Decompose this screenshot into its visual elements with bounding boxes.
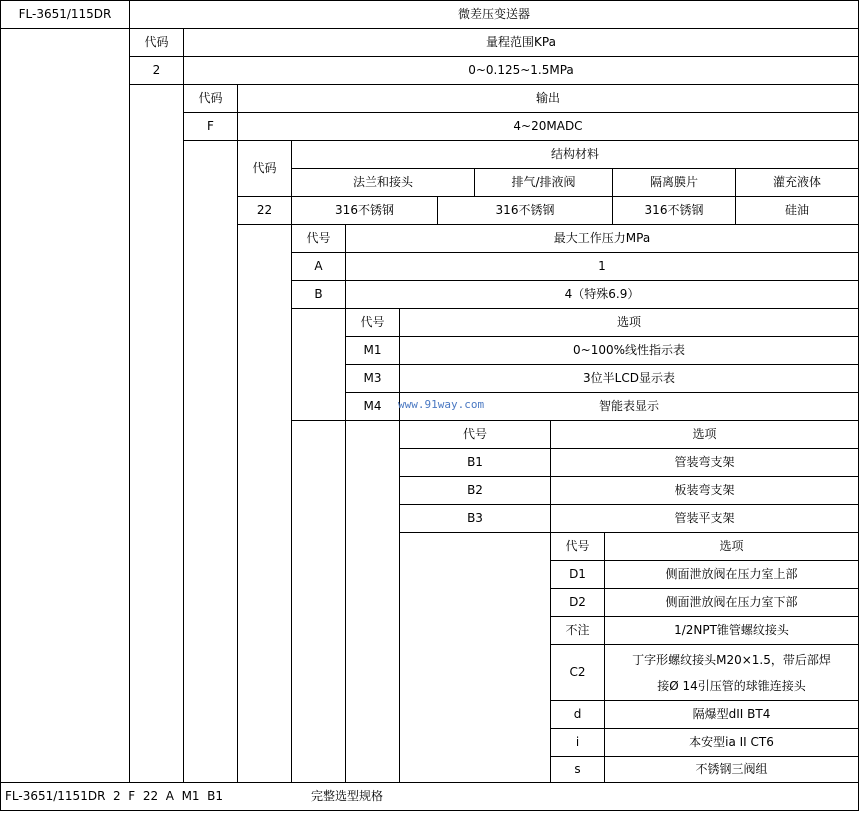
option1-value-m4: 智能表显示	[399, 392, 859, 421]
pressure-value-b: 4（特殊6.9）	[345, 280, 859, 309]
blank-col-2	[183, 140, 238, 783]
material-code: 22	[237, 196, 292, 225]
output-code-header: 代码	[183, 84, 238, 113]
pressure-value-a: 1	[345, 252, 859, 281]
option3-value-d: 隔爆型dII BT4	[604, 700, 859, 729]
range-code-header: 代码	[129, 28, 184, 57]
blank-col-4b	[291, 420, 346, 783]
range-code: 2	[129, 56, 184, 85]
option1-value-m1: 0~100%线性指示表	[399, 336, 859, 365]
material-title: 结构材料	[291, 140, 859, 169]
blank-col-5	[345, 420, 400, 783]
material-col-vent: 排气/排液阀	[474, 168, 613, 197]
option2-value-b2: 板装弯支架	[550, 476, 859, 505]
range-value: 0~0.125~1.5MPa	[183, 56, 859, 85]
material-value-vent: 316不锈钢	[437, 196, 613, 225]
option2-value-b1: 管装弯支架	[550, 448, 859, 477]
output-code: F	[183, 112, 238, 141]
option3-code-header: 代号	[550, 532, 605, 561]
product-title: 微差压变送器	[129, 0, 859, 29]
option3-title: 选项	[604, 532, 859, 561]
option3-value-i: 本安型ia II CT6	[604, 728, 859, 757]
option3-code-d2: D2	[550, 588, 605, 617]
material-col-diaphragm: 隔离膜片	[612, 168, 736, 197]
option2-value-b3: 管装平支架	[550, 504, 859, 533]
option2-title: 选项	[550, 420, 859, 449]
option3-code-i: i	[550, 728, 605, 757]
blank-col-4a	[291, 308, 346, 421]
option3-value-s: 不锈钢三阀组	[604, 756, 859, 783]
watermark-text: www.91way.com	[398, 398, 485, 411]
pressure-title: 最大工作压力MPa	[345, 224, 859, 253]
option1-value-m3: 3位半LCD显示表	[399, 364, 859, 393]
blank-col-0	[0, 28, 130, 783]
option1-code-m1: M1	[345, 336, 400, 365]
blank-col-6	[399, 532, 551, 783]
option3-value-none: 1/2NPT锥管螺纹接头	[604, 616, 859, 645]
option3-code-none: 不注	[550, 616, 605, 645]
pressure-code-header: 代号	[291, 224, 346, 253]
output-value: 4~20MADC	[237, 112, 859, 141]
option2-code-b1: B1	[399, 448, 551, 477]
material-code-header: 代码	[237, 140, 292, 197]
option1-code-header: 代号	[345, 308, 400, 337]
model-cell: FL-3651/115DR	[0, 0, 130, 29]
option3-value-d2: 侧面泄放阀在压力室下部	[604, 588, 859, 617]
blank-col-1	[129, 84, 184, 783]
option3-code-d: d	[550, 700, 605, 729]
option3-code-s: s	[550, 756, 605, 783]
option1-title: 选项	[399, 308, 859, 337]
option3-code-d1: D1	[550, 560, 605, 589]
option1-code-m3: M3	[345, 364, 400, 393]
material-value-flange: 316不锈钢	[291, 196, 438, 225]
material-value-fill: 硅油	[735, 196, 859, 225]
range-title: 量程范围KPa	[183, 28, 859, 57]
material-value-diaphragm: 316不锈钢	[612, 196, 736, 225]
option3-value-c2	[604, 644, 859, 701]
pressure-code-a: A	[291, 252, 346, 281]
option2-code-header: 代号	[399, 420, 551, 449]
option3-value-c2-line2: 接Ø 14引压管的球锥连接头	[657, 678, 806, 693]
blank-col-3	[237, 224, 292, 783]
option2-code-b3: B3	[399, 504, 551, 533]
material-col-flange: 法兰和接头	[291, 168, 475, 197]
footer-label: 完整选型规格	[311, 789, 384, 803]
output-title: 输出	[237, 84, 859, 113]
option3-value-c2-line1: 丁字形螺纹接头M20×1.5，带后部焊	[632, 652, 831, 667]
option1-code-m4: M4	[345, 392, 400, 421]
footer-example: FL-3651/1151DR 2 F 22 A M1 B1	[5, 789, 224, 803]
option3-value-d1: 侧面泄放阀在压力室上部	[604, 560, 859, 589]
option2-code-b2: B2	[399, 476, 551, 505]
pressure-code-b: B	[291, 280, 346, 309]
material-col-fill: 灌充液体	[735, 168, 859, 197]
option3-code-c2: C2	[550, 644, 605, 701]
